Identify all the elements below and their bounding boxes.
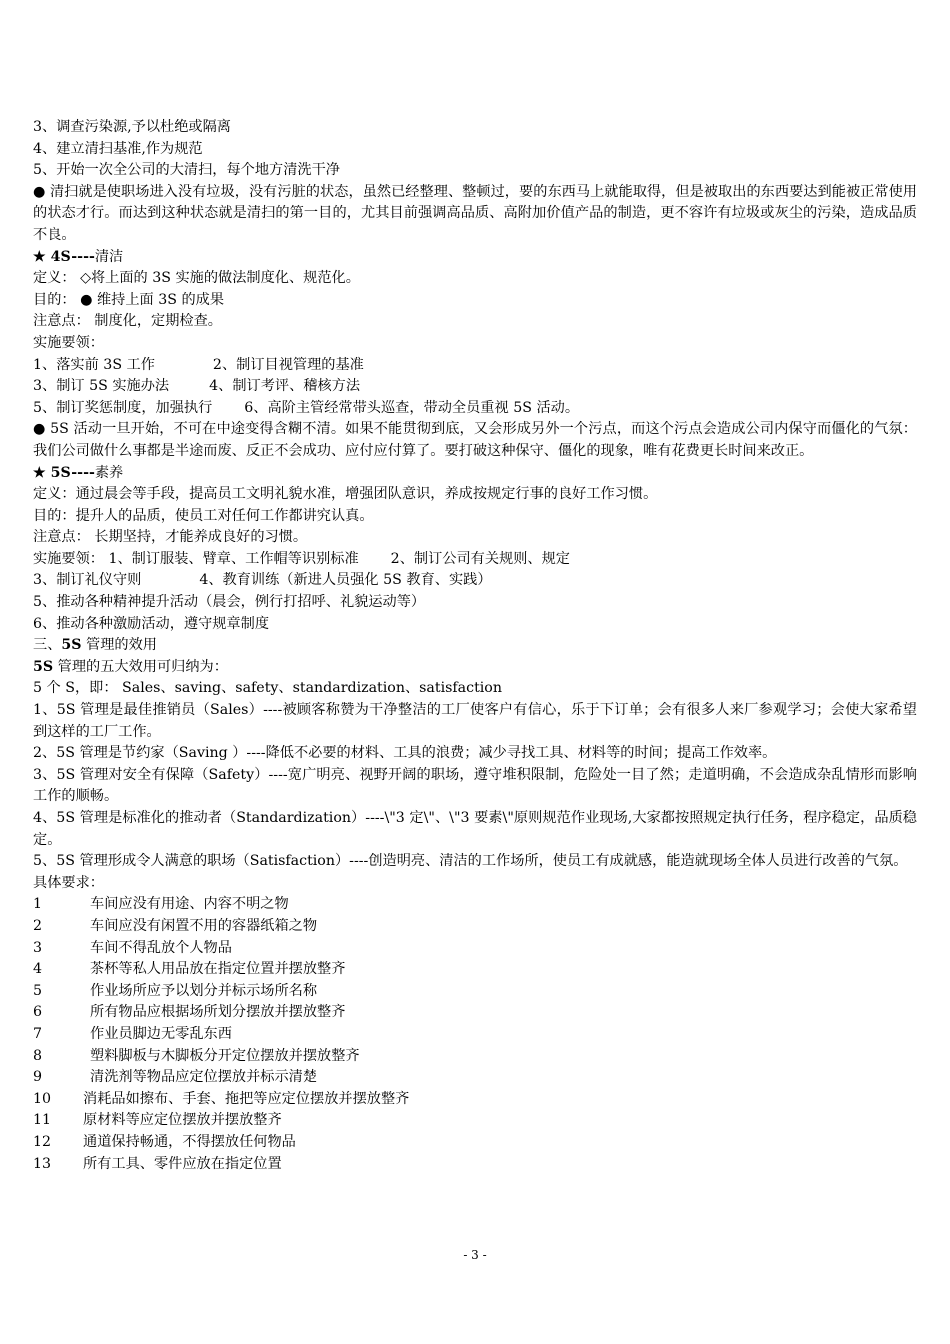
text-line: 实施要领：: [33, 334, 104, 351]
list-item-text: 车间应没有闲置不用的容器纸箱之物: [90, 917, 318, 934]
paragraph-effect-3: 3、5S 管理对安全有保障（Safety）----宽广明亮、视野开阔的职场，遵守堆积限制，危险处一目了然；走道明确，不会造成杂乱情形而影响工作的顺畅。: [33, 766, 917, 805]
list-item-text: 消耗品如擦布、手套、拖把等应定位摆放并摆放整齐: [83, 1090, 410, 1107]
list-item: [33, 1089, 917, 1111]
item-text: 3、制订 5S 实施办法: [33, 378, 170, 395]
list-item: [33, 916, 917, 938]
heading-5s: [33, 463, 917, 485]
list-item-text: 车间不得乱放个人物品: [90, 939, 232, 956]
text-line: 定义： ◇将上面的 3S 实施的做法制度化、规范化。: [33, 270, 360, 287]
text-line: 5、开始一次全公司的大清扫，每个地方清洗干净: [33, 162, 340, 179]
text-line: 2、5S 管理是节约家（Saving ）----降低不必要的材料、工具的浪费；减少寻找工具、材料等的时间；提高工作效率。: [33, 745, 777, 762]
list-item-text: 作业场所应予以划分并标示场所名称: [90, 982, 318, 999]
list-item: [33, 1067, 917, 1089]
text-line: 目的： ● 维持上面 3S 的成果: [33, 291, 225, 308]
item-text: 2、制订目视管理的基准: [212, 356, 364, 373]
list-item: [33, 1132, 917, 1154]
text-line: 注意点： 长期坚持，才能养成良好的习惯。: [33, 529, 308, 546]
list-item: [33, 1046, 917, 1068]
item-text: 4、制订考评、稽核方法: [209, 378, 361, 395]
list-item-text: 所有工具、零件应放在指定位置: [83, 1155, 282, 1172]
list-item-text: 所有物品应根据场所划分摆放并摆放整齐: [90, 1004, 346, 1021]
paragraph-5s-activity: ● 5S 活动一旦开始，不可在中途变得含糊不清。如果不能贯彻到底，又会形成另外一个污点，而这个污点会造成公司内保守而僵化的气氛：我们公司做什么事都是半途而废、反正不会成功、应付应付算了。要打破这种保守、僵化的现象，唯有花费更长时间来改正。: [33, 421, 917, 459]
text-line: 注意点： 制度化，定期检查。: [33, 313, 222, 330]
heading-4s-prefix: ★ 4S----: [33, 248, 95, 265]
paragraph-effect-4: 4、5S 管理是标准化的推动者（Standardization）----\"3 定\"、\"3 要素\"原则规范作业现场,大家都按照规定执行任务，程序稳定，品质稳定。: [33, 810, 917, 848]
text-line: 5、推动各种精神提升活动（晨会，例行打招呼、礼貌运动等）: [33, 594, 426, 611]
list-item-number: 6: [33, 1004, 43, 1021]
list-item-text: 车间应没有用途、内容不明之物: [90, 896, 289, 913]
text-line: 3、调查污染源,予以杜绝或隔离: [33, 119, 231, 135]
list-item-number: 8: [33, 1047, 43, 1064]
item-text: 1、落实前 3S 工作: [33, 356, 155, 373]
list-item: [33, 1024, 917, 1046]
text-line: [33, 570, 917, 592]
text-line: 目的：提升人的品质，使员工对任何工作都讲究认真。: [33, 507, 374, 524]
list-item-text: 原材料等应定位摆放并摆放整齐: [83, 1112, 282, 1129]
bold-5s: 5S: [33, 658, 54, 675]
text-line: [33, 549, 917, 571]
text-line: [33, 376, 917, 398]
paragraph-cleaning: ● 清扫就是使职场进入没有垃圾，没有污脏的状态，虽然已经整理、整顿过，要的东西马上就能取得，但是被取出的东西要达到能被正常使用的状态才行。而达到这种状态就是清扫的第一目的，尤其目前强调高品质、高附加价值产品的制造，更不容许有垃圾或灰尘的污染，造成品质不良。: [33, 183, 917, 243]
page-number: - 3 -: [463, 1248, 487, 1262]
list-item-number: 9: [33, 1069, 43, 1086]
paragraph-effect-1: 1、5S 管理是最佳推销员（Sales）----被顾客称赞为干净整洁的工厂使客户有信心，乐于下订单；会有很多人来厂参观学习；会使大家希望到这样的工厂工作。: [33, 702, 917, 740]
item-text: 管理的五大效用可归纳为：: [53, 658, 228, 675]
list-item-number: 12: [33, 1133, 52, 1150]
list-item-number: 2: [33, 917, 43, 934]
list-item-text: 清洗剂等物品应定位摆放并标示清楚: [90, 1069, 318, 1086]
list-item: [33, 981, 917, 1003]
item-text: 3、制订礼仪守则: [33, 572, 142, 589]
text-line: [33, 355, 917, 377]
section-heading-3: [33, 635, 917, 657]
item-text: 5、制订奖惩制度，加强执行: [33, 399, 213, 416]
list-item-number: 3: [33, 939, 43, 956]
list-item: [33, 938, 917, 960]
text-line: 4、建立清扫基准,作为规范: [33, 140, 203, 157]
text-line: 6、推动各种激励活动，遵守规章制度: [33, 615, 270, 632]
text-line: 具体要求：: [33, 874, 104, 891]
heading-4s-title: 清洁: [94, 248, 124, 265]
list-item-number: 13: [33, 1155, 52, 1172]
list-item-number: 11: [33, 1112, 52, 1129]
list-item: [33, 959, 917, 981]
section-number: 三、: [33, 637, 62, 654]
paragraph-effect-5: 5、5S 管理形成令人满意的职场（Satisfaction）----创造明亮、清洁的工作场所，使员工有成就感，能造就现场全体人员进行改善的气氛。: [33, 853, 908, 870]
item-text: 6、高阶主管经常带头巡查，带动全员重视 5S 活动。: [244, 399, 580, 416]
list-item-text: 塑料脚板与木脚板分开定位摆放并摆放整齐: [90, 1047, 360, 1064]
list-item-text: 茶杯等私人用品放在指定位置并摆放整齐: [90, 961, 346, 978]
heading-5s-prefix: ★ 5S----: [33, 464, 95, 481]
list-item-text: 作业员脚边无零乱东西: [90, 1025, 232, 1042]
list-item: [33, 1002, 917, 1024]
heading-4s: [33, 247, 917, 269]
item-text: 2、制订公司有关规则、规定: [390, 550, 570, 567]
item-text: 4、教育训练（新进人员强化 5S 教育、实践）: [199, 572, 492, 589]
list-item-text: 通道保持畅通，不得摆放任何物品: [83, 1133, 296, 1150]
list-item-number: 10: [33, 1090, 52, 1107]
list-item-number: 5: [33, 982, 43, 999]
text-line: [33, 657, 917, 679]
heading-5s-title: 素养: [94, 464, 124, 481]
requirement-list: [33, 894, 917, 1175]
section-5s: 5S: [61, 637, 82, 654]
list-item-number: 1: [33, 896, 43, 913]
text-line: 定义：通过晨会等手段，提高员工文明礼貌水准，增强团队意识，养成按规定行事的良好工作习惯。: [33, 486, 658, 503]
list-item-number: 7: [33, 1025, 43, 1042]
item-text: 实施要领： 1、制订服装、臂章、工作帽等识别标准: [33, 550, 359, 567]
text-line: 5 个 S，即： Sales、saving、safety、standardization、satisfaction: [33, 680, 502, 697]
section-title: 管理的效用: [81, 637, 157, 654]
list-item: [33, 1154, 917, 1176]
list-item-number: 4: [33, 961, 43, 978]
list-item: [33, 1110, 917, 1132]
list-item: [33, 894, 917, 916]
text-line: [33, 398, 917, 420]
